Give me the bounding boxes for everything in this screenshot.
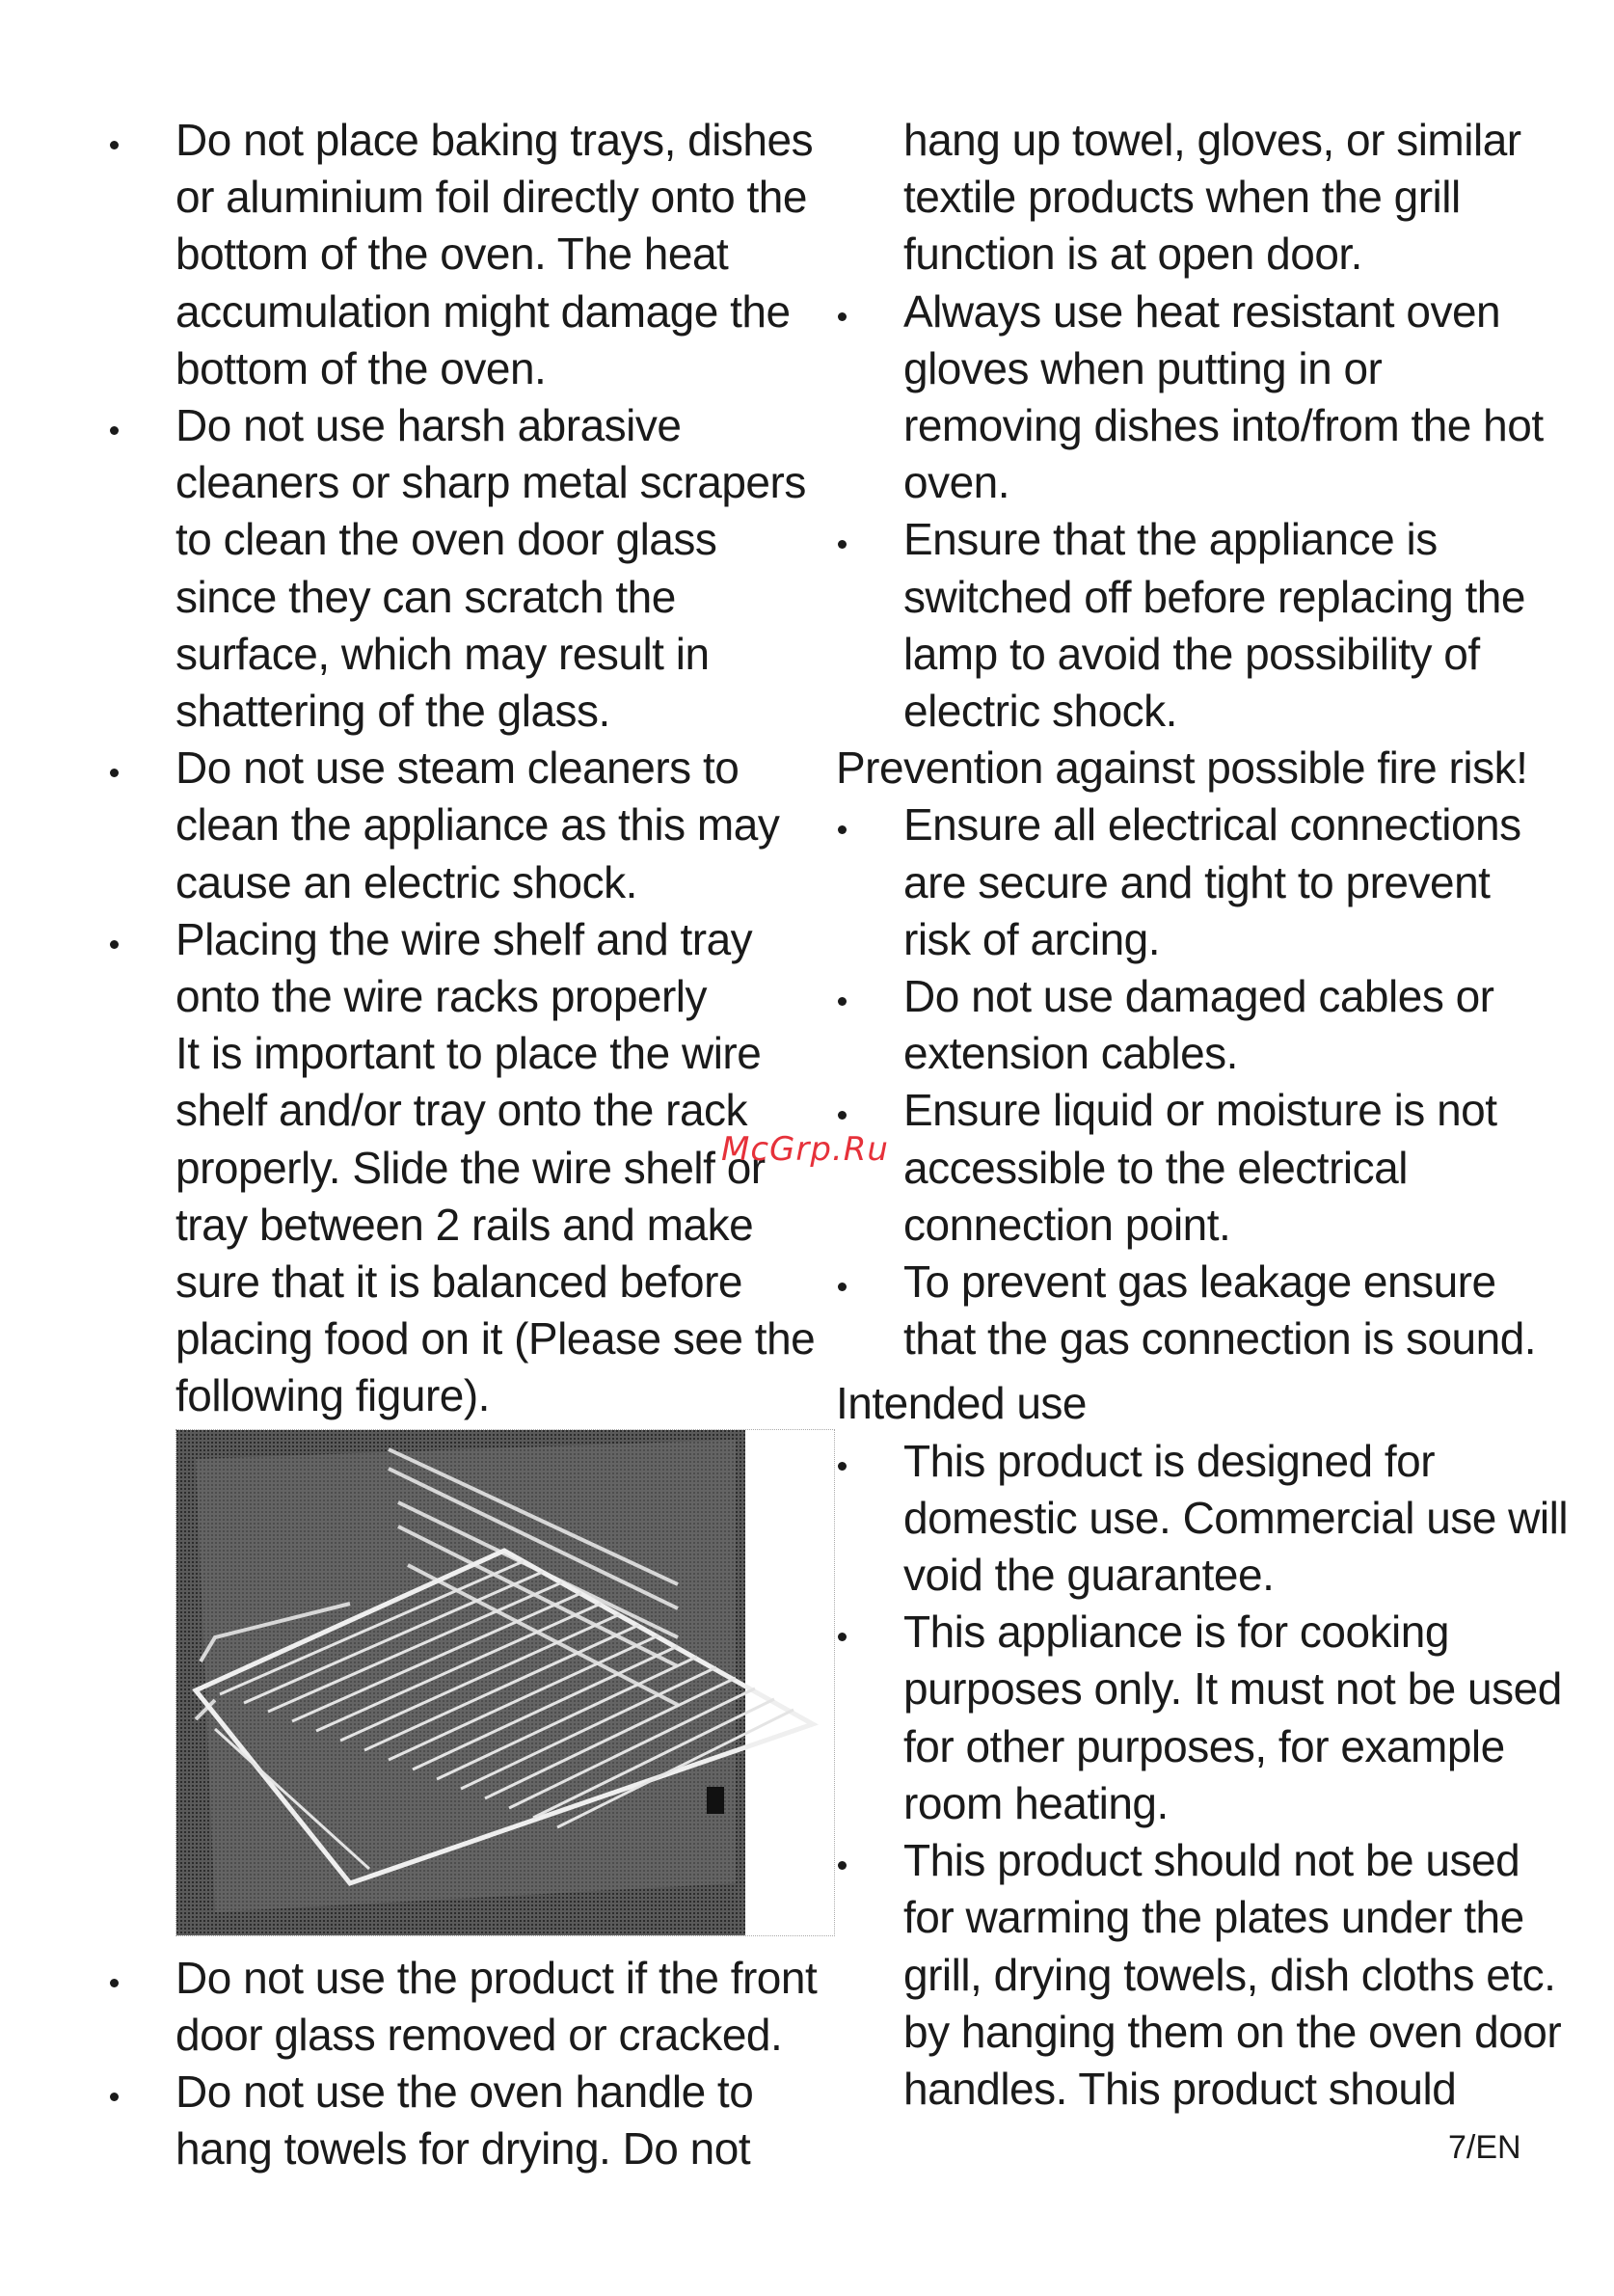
- list-item: Do not place baking trays, dishes or aluminium foil directly onto the bottom of the oven. The heat accumulation might damage the bottom of the oven.: [108, 112, 821, 397]
- list-item: [108, 911, 821, 1425]
- list-item-text: It is important to place the wire shelf and/or tray onto the rack properly. Slide the wire shelf or tray between 2 rails and make sure that it is balanced before placing food on it (Please see the following figure).: [175, 1028, 816, 1421]
- fire-risk-list: [836, 797, 1569, 1367]
- list-item: To prevent gas leakage ensure that the gas connection is sound.: [836, 1254, 1569, 1367]
- oven-wire-shelf-illustration: [176, 1430, 834, 1935]
- continued-text: hang up towel, gloves, or similar textile products when the grill function is at open door.: [903, 115, 1521, 280]
- list-item: This appliance is for cooking purposes only. It must not be used for other purposes, for example room heating.: [836, 1604, 1569, 1832]
- list-item: Ensure that the appliance is switched off before replacing the lamp to avoid the possibility of electric shock.: [836, 511, 1569, 740]
- list-item: This product is designed for domestic use. Commercial use will void the guarantee.: [836, 1433, 1569, 1605]
- safety-list-left-continued: [108, 1950, 821, 2178]
- list-item: Do not use steam cleaners to clean the appliance as this may cause an electric shock.: [108, 740, 821, 911]
- safety-list-right: [836, 284, 1569, 741]
- list-item: Ensure all electrical connections are secure and tight to prevent risk of arcing.: [836, 797, 1569, 968]
- list-item: This product should not be used for warming the plates under the grill, drying towels, dish cloths etc. by hanging them on the oven door handles. This product should: [836, 1832, 1569, 2118]
- right-column: [836, 112, 1569, 2118]
- page-number: 7/EN: [1448, 2129, 1521, 2166]
- fire-risk-heading: Prevention against possible fire risk!: [836, 743, 1528, 794]
- list-item: Do not use damaged cables or extension cables.: [836, 968, 1569, 1082]
- intended-use-list: [836, 1433, 1569, 2118]
- list-item: Do not use the product if the front door glass removed or cracked.: [108, 1950, 821, 2064]
- list-item: Do not use the oven handle to hang towels for drying. Do not: [108, 2064, 821, 2177]
- list-item-title: Placing the wire shelf and tray onto the wire racks properly: [175, 913, 753, 1022]
- wire-shelf-figure: [175, 1429, 835, 1936]
- left-column: [108, 112, 821, 2177]
- list-item: Ensure liquid or moisture is not accessible to the electrical connection point.: [836, 1082, 1569, 1254]
- list-item: Do not use harsh abrasive cleaners or sharp metal scrapers to clean the oven door glass since they can scratch the surface, which may result in shattering of the glass.: [108, 397, 821, 740]
- watermark: McGrp.Ru: [721, 1130, 889, 1169]
- safety-list-left: [108, 112, 821, 1425]
- list-item: Always use heat resistant oven gloves when putting in or removing dishes into/from the hot oven.: [836, 284, 1569, 512]
- intended-use-heading: Intended use: [836, 1378, 1088, 1429]
